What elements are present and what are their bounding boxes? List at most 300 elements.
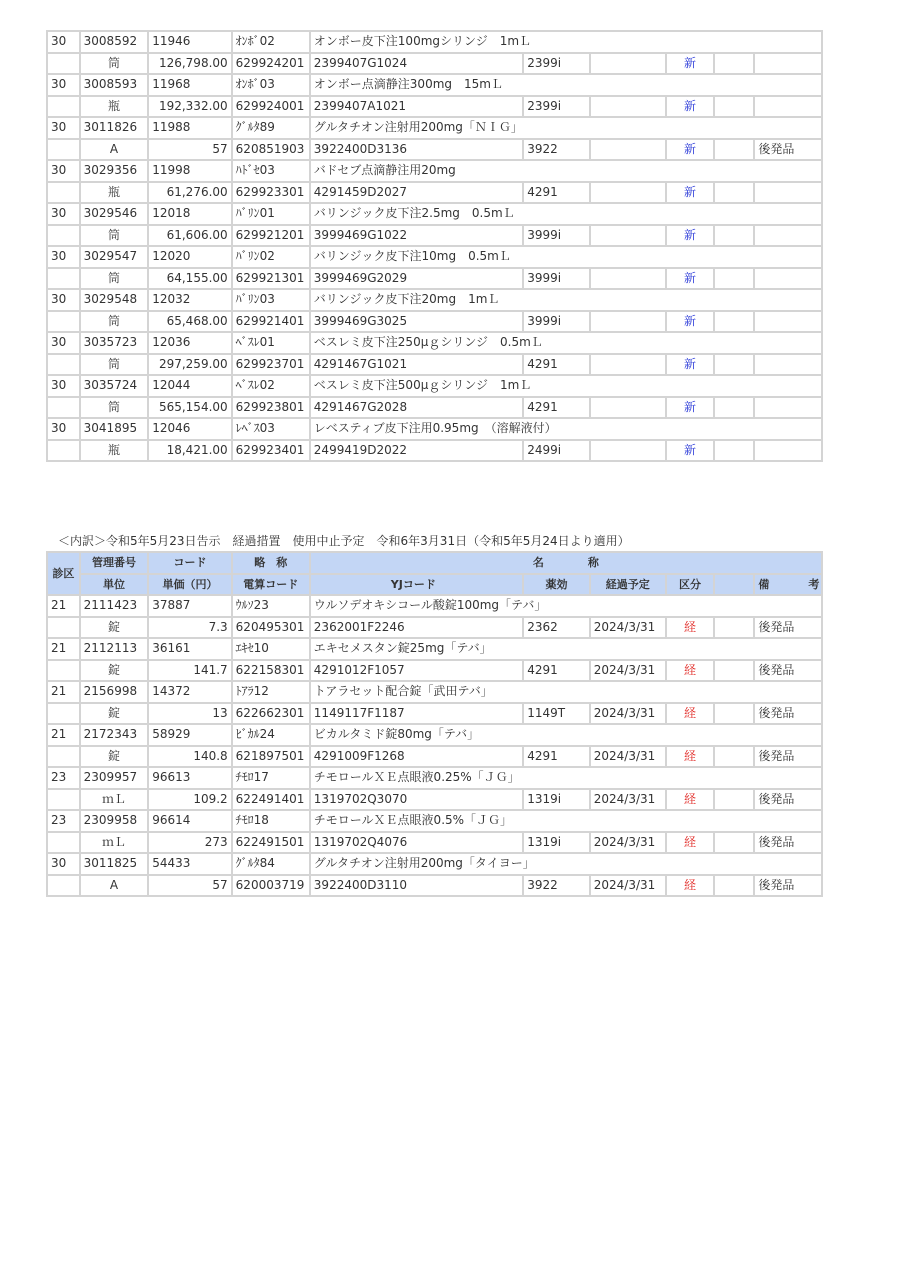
spacer-cell <box>48 618 79 638</box>
product-name-cell: ベスレミ皮下注250μｇシリンジ 0.5mＬ <box>311 333 821 353</box>
table-row <box>48 355 821 375</box>
table-row <box>48 833 821 853</box>
yj-code-cell: 2399407G1024 <box>311 54 522 74</box>
category-cell: 経 <box>667 790 714 810</box>
price-cell: 57 <box>149 140 230 160</box>
remarks-cell: 後発品 <box>755 833 821 853</box>
price-cell: 140.8 <box>149 747 230 767</box>
extra-cell <box>715 661 753 681</box>
abbreviation-cell: ﾚﾍﾞｽ03 <box>233 419 309 439</box>
price-cell: 297,259.00 <box>149 355 230 375</box>
abbreviation-cell: ｵﾝﾎﾞ03 <box>233 75 309 95</box>
header-tani: 単位 <box>81 575 148 595</box>
kanri-number-cell: 3029548 <box>81 290 148 310</box>
code-cell: 11968 <box>149 75 230 95</box>
shinku-cell: 21 <box>48 725 79 745</box>
spacer-cell <box>48 704 79 724</box>
price-cell: 109.2 <box>149 790 230 810</box>
yj-code-cell: 4291012F1057 <box>311 661 522 681</box>
schedule-cell: 2024/3/31 <box>591 833 665 853</box>
extra-cell <box>715 876 753 896</box>
code-cell: 12044 <box>149 376 230 396</box>
kanri-number-cell: 3008593 <box>81 75 148 95</box>
table-row <box>48 204 821 224</box>
table-row <box>48 747 821 767</box>
price-cell: 18,421.00 <box>149 441 230 461</box>
schedule-cell <box>591 355 665 375</box>
extra-cell <box>715 790 753 810</box>
kanri-number-cell: 3035724 <box>81 376 148 396</box>
category-cell: 新 <box>667 97 714 117</box>
category-cell: 経 <box>667 833 714 853</box>
unit-cell: 筒 <box>81 398 148 418</box>
header-kanri: 管理番号 <box>81 553 148 573</box>
schedule-cell <box>591 398 665 418</box>
header-code: コード <box>149 553 230 573</box>
shinku-cell: 30 <box>48 419 79 439</box>
unit-cell: 筒 <box>81 226 148 246</box>
price-cell: 273 <box>149 833 230 853</box>
price-cell: 57 <box>149 876 230 896</box>
abbreviation-cell: ｳﾙｿ23 <box>233 596 309 616</box>
unit-cell: 筒 <box>81 312 148 332</box>
code-cell: 11988 <box>149 118 230 138</box>
yj-code-cell: 3999469G1022 <box>311 226 522 246</box>
efficacy-cell: 2362 <box>524 618 588 638</box>
category-cell: 新 <box>667 355 714 375</box>
category-cell: 新 <box>667 54 714 74</box>
product-name-cell: グルタチオン注射用200mg「タイヨー」 <box>311 854 821 874</box>
kanri-number-cell: 2309957 <box>81 768 148 788</box>
schedule-cell <box>591 140 665 160</box>
schedule-cell: 2024/3/31 <box>591 661 665 681</box>
category-cell: 新 <box>667 269 714 289</box>
kanri-number-cell: 3041895 <box>81 419 148 439</box>
category-cell: 経 <box>667 661 714 681</box>
code-cell: 12046 <box>149 419 230 439</box>
table-row <box>48 704 821 724</box>
code-cell: 54433 <box>149 854 230 874</box>
product-name-cell: バリンジック皮下注10mg 0.5mＬ <box>311 247 821 267</box>
densan-code-cell: 622158301 <box>233 661 309 681</box>
table-row <box>48 140 821 160</box>
spacer-cell <box>48 876 79 896</box>
code-cell: 12018 <box>149 204 230 224</box>
spacer-cell <box>48 97 79 117</box>
table-row <box>48 854 821 874</box>
shinku-cell: 30 <box>48 290 79 310</box>
product-name-cell: オンボー点滴静注300mg 15mＬ <box>311 75 821 95</box>
product-name-cell: チモロールＸＥ点眼液0.25%「ＪＧ」 <box>311 768 821 788</box>
yj-code-cell: 4291467G2028 <box>311 398 522 418</box>
remarks-cell <box>755 226 821 246</box>
efficacy-cell: 2499i <box>524 441 588 461</box>
densan-code-cell: 629923401 <box>233 441 309 461</box>
category-cell: 新 <box>667 312 714 332</box>
schedule-cell: 2024/3/31 <box>591 704 665 724</box>
table-row <box>48 639 821 659</box>
remarks-cell <box>755 183 821 203</box>
shinku-cell: 30 <box>48 204 79 224</box>
header-blank <box>715 575 753 595</box>
spacer-cell <box>48 312 79 332</box>
header-shinku: 診区 <box>48 553 79 594</box>
extra-cell <box>715 704 753 724</box>
header-keika: 経過予定 <box>591 575 665 595</box>
header-kubun: 区分 <box>667 575 714 595</box>
kanri-number-cell: 2156998 <box>81 682 148 702</box>
abbreviation-cell: ﾊﾞﾘﾝ01 <box>233 204 309 224</box>
shinku-cell: 30 <box>48 854 79 874</box>
kanri-number-cell: 3035723 <box>81 333 148 353</box>
category-cell: 経 <box>667 704 714 724</box>
code-cell: 12036 <box>149 333 230 353</box>
spacer-cell <box>48 441 79 461</box>
code-cell: 12020 <box>149 247 230 267</box>
category-cell: 経 <box>667 876 714 896</box>
category-cell: 新 <box>667 398 714 418</box>
extra-cell <box>715 54 753 74</box>
extra-cell <box>715 398 753 418</box>
product-name-cell: ベスレミ皮下注500μｇシリンジ 1mＬ <box>311 376 821 396</box>
category-cell: 新 <box>667 140 714 160</box>
shinku-cell: 30 <box>48 161 79 181</box>
remarks-cell <box>755 269 821 289</box>
yj-code-cell: 4291467G1021 <box>311 355 522 375</box>
unit-cell: 瓶 <box>81 183 148 203</box>
product-name-cell: ウルソデオキシコール酸錠100mg「テバ」 <box>311 596 821 616</box>
extra-cell <box>715 269 753 289</box>
unit-cell: 筒 <box>81 269 148 289</box>
spacer-cell <box>48 269 79 289</box>
schedule-cell: 2024/3/31 <box>591 747 665 767</box>
extra-cell <box>715 312 753 332</box>
kanri-number-cell: 2309958 <box>81 811 148 831</box>
price-cell: 192,332.00 <box>149 97 230 117</box>
new-listing-body <box>48 32 821 460</box>
abbreviation-cell: ｸﾞﾙﾀ89 <box>233 118 309 138</box>
densan-code-cell: 622491401 <box>233 790 309 810</box>
densan-code-cell: 622491501 <box>233 833 309 853</box>
spacer-cell <box>48 54 79 74</box>
remarks-cell <box>755 97 821 117</box>
table-row <box>48 682 821 702</box>
category-cell: 新 <box>667 226 714 246</box>
remarks-cell: 後発品 <box>755 790 821 810</box>
unit-cell: A <box>81 140 148 160</box>
densan-code-cell: 620851903 <box>233 140 309 160</box>
table-row <box>48 226 821 246</box>
kanri-number-cell: 3029356 <box>81 161 148 181</box>
densan-code-cell: 621897501 <box>233 747 309 767</box>
yj-code-cell: 3922400D3110 <box>311 876 522 896</box>
price-cell: 64,155.00 <box>149 269 230 289</box>
code-cell: 58929 <box>149 725 230 745</box>
schedule-cell <box>591 269 665 289</box>
table-row <box>48 398 821 418</box>
unit-cell: 瓶 <box>81 441 148 461</box>
yj-code-cell: 1319702Q4076 <box>311 833 522 853</box>
shinku-cell: 30 <box>48 333 79 353</box>
abbreviation-cell: ﾁﾓﾛ18 <box>233 811 309 831</box>
extra-cell <box>715 140 753 160</box>
abbreviation-cell: ﾊﾞﾘﾝ03 <box>233 290 309 310</box>
unit-cell: A <box>81 876 148 896</box>
price-cell: 126,798.00 <box>149 54 230 74</box>
yj-code-cell: 2499419D2022 <box>311 441 522 461</box>
product-name-cell: ビカルタミド錠80mg「テバ」 <box>311 725 821 745</box>
spacer-cell <box>48 790 79 810</box>
table-header <box>48 553 834 594</box>
unit-cell: 錠 <box>81 704 148 724</box>
yj-code-cell: 2399407A1021 <box>311 97 522 117</box>
spacer-cell <box>48 226 79 246</box>
remarks-cell: 後発品 <box>755 661 821 681</box>
extra-cell <box>715 441 753 461</box>
spacer-cell <box>48 833 79 853</box>
price-cell: 141.7 <box>149 661 230 681</box>
abbreviation-cell: ﾍﾞｽﾚ02 <box>233 376 309 396</box>
schedule-cell: 2024/3/31 <box>591 790 665 810</box>
table-row <box>48 161 821 181</box>
yj-code-cell: 2362001F2246 <box>311 618 522 638</box>
price-cell: 13 <box>149 704 230 724</box>
shinku-cell: 21 <box>48 639 79 659</box>
shinku-cell: 23 <box>48 811 79 831</box>
code-cell: 96614 <box>149 811 230 831</box>
header-yj: YJコード <box>311 575 522 595</box>
abbreviation-cell: ﾄｱﾗ12 <box>233 682 309 702</box>
yj-code-cell: 3999469G2029 <box>311 269 522 289</box>
spacer-cell <box>48 355 79 375</box>
unit-cell: ｍＬ <box>81 833 148 853</box>
abbreviation-cell: ｸﾞﾙﾀ84 <box>233 854 309 874</box>
table-row <box>48 269 821 289</box>
code-cell: 37887 <box>149 596 230 616</box>
header-biko: 備 考 <box>755 575 821 595</box>
abbreviation-cell: ｵﾝﾎﾞ02 <box>233 32 309 52</box>
extra-cell <box>715 355 753 375</box>
kanri-number-cell: 3011825 <box>81 854 148 874</box>
table-row <box>48 876 821 896</box>
shinku-cell: 30 <box>48 32 79 52</box>
yj-code-cell: 1319702Q3070 <box>311 790 522 810</box>
header-densan: 電算コード <box>233 575 309 595</box>
product-name-cell: オンボー皮下注100mgシリンジ 1mＬ <box>311 32 821 52</box>
category-cell: 新 <box>667 183 714 203</box>
remarks-cell <box>755 54 821 74</box>
efficacy-cell: 4291 <box>524 398 588 418</box>
efficacy-cell: 1319i <box>524 833 588 853</box>
price-cell: 65,468.00 <box>149 312 230 332</box>
unit-cell: 錠 <box>81 747 148 767</box>
kanri-number-cell: 3029546 <box>81 204 148 224</box>
efficacy-cell: 4291 <box>524 661 588 681</box>
remarks-cell: 後発品 <box>755 704 821 724</box>
extra-cell <box>715 97 753 117</box>
densan-code-cell: 629921301 <box>233 269 309 289</box>
spacer-cell <box>48 140 79 160</box>
schedule-cell <box>591 97 665 117</box>
table-row <box>48 118 821 138</box>
spacer-cell <box>48 183 79 203</box>
header-yakko: 薬効 <box>524 575 588 595</box>
unit-cell: 錠 <box>81 661 148 681</box>
remarks-cell: 後発品 <box>755 747 821 767</box>
code-cell: 36161 <box>149 639 230 659</box>
shinku-cell: 30 <box>48 376 79 396</box>
code-cell: 11998 <box>149 161 230 181</box>
kanri-number-cell: 3008592 <box>81 32 148 52</box>
product-name-cell: トアラセット配合錠「武田テバ」 <box>311 682 821 702</box>
schedule-cell <box>591 183 665 203</box>
table-row <box>48 247 821 267</box>
remarks-cell <box>755 398 821 418</box>
abbreviation-cell: ﾊﾄﾞｾ03 <box>233 161 309 181</box>
yj-code-cell: 4291009F1268 <box>311 747 522 767</box>
shinku-cell: 30 <box>48 118 79 138</box>
category-cell: 経 <box>667 618 714 638</box>
table-row <box>48 596 821 616</box>
densan-code-cell: 629923301 <box>233 183 309 203</box>
remarks-cell <box>755 441 821 461</box>
efficacy-cell: 3922 <box>524 140 588 160</box>
table-row <box>48 768 821 788</box>
extra-cell <box>715 833 753 853</box>
remarks-cell: 後発品 <box>755 140 821 160</box>
kanri-number-cell: 2111423 <box>81 596 148 616</box>
schedule-cell: 2024/3/31 <box>591 876 665 896</box>
abbreviation-cell: ﾁﾓﾛ17 <box>233 768 309 788</box>
price-cell: 61,276.00 <box>149 183 230 203</box>
product-name-cell: チモロールＸＥ点眼液0.5%「ＪＧ」 <box>311 811 821 831</box>
efficacy-cell: 3999i <box>524 312 588 332</box>
table-row <box>48 419 821 439</box>
abbreviation-cell: ﾋﾞｶﾙ24 <box>233 725 309 745</box>
abbreviation-cell: ｴｷｾ10 <box>233 639 309 659</box>
densan-code-cell: 629923701 <box>233 355 309 375</box>
product-name-cell: レベスティブ皮下注用0.95mg （溶解液付） <box>311 419 821 439</box>
densan-code-cell: 620495301 <box>233 618 309 638</box>
densan-code-cell: 629921201 <box>233 226 309 246</box>
table-row <box>48 183 821 203</box>
schedule-cell <box>591 441 665 461</box>
unit-cell: 筒 <box>81 355 148 375</box>
product-name-cell: エキセメスタン錠25mg「テバ」 <box>311 639 821 659</box>
schedule-cell <box>591 226 665 246</box>
schedule-cell <box>591 54 665 74</box>
table-row <box>48 290 821 310</box>
unit-cell: 瓶 <box>81 97 148 117</box>
table-row <box>48 661 821 681</box>
table-row <box>48 441 821 461</box>
table-row <box>48 376 821 396</box>
densan-code-cell: 629921401 <box>233 312 309 332</box>
product-name-cell: バリンジック皮下注2.5mg 0.5mＬ <box>311 204 821 224</box>
table-row <box>48 725 821 745</box>
yj-code-cell: 3999469G3025 <box>311 312 522 332</box>
kanri-number-cell: 3029547 <box>81 247 148 267</box>
header-ryaku: 略 称 <box>233 553 309 573</box>
header-tanka: 単価（円） <box>149 575 230 595</box>
code-cell: 11946 <box>149 32 230 52</box>
product-name-cell: バリンジック皮下注20mg 1mＬ <box>311 290 821 310</box>
shinku-cell: 21 <box>48 596 79 616</box>
spacer-cell <box>48 661 79 681</box>
table-row <box>48 811 821 831</box>
category-cell: 経 <box>667 747 714 767</box>
table-row <box>48 54 821 74</box>
efficacy-cell: 2399i <box>524 54 588 74</box>
code-cell: 14372 <box>149 682 230 702</box>
unit-cell: ｍＬ <box>81 790 148 810</box>
efficacy-cell: 3999i <box>524 226 588 246</box>
shinku-cell: 30 <box>48 247 79 267</box>
densan-code-cell: 622662301 <box>233 704 309 724</box>
price-cell: 565,154.00 <box>149 398 230 418</box>
spacer-cell <box>48 398 79 418</box>
kanri-number-cell: 2172343 <box>81 725 148 745</box>
densan-code-cell: 620003719 <box>233 876 309 896</box>
table-row <box>48 333 821 353</box>
product-name-cell: バドセブ点滴静注用20mg <box>311 161 821 181</box>
efficacy-cell: 3999i <box>524 269 588 289</box>
code-cell: 12032 <box>149 290 230 310</box>
densan-code-cell: 629924201 <box>233 54 309 74</box>
price-cell: 61,606.00 <box>149 226 230 246</box>
efficacy-cell: 4291 <box>524 747 588 767</box>
abbreviation-cell: ﾍﾞｽﾚ01 <box>233 333 309 353</box>
efficacy-cell: 3922 <box>524 876 588 896</box>
yj-code-cell: 4291459D2027 <box>311 183 522 203</box>
efficacy-cell: 1319i <box>524 790 588 810</box>
efficacy-cell: 2399i <box>524 97 588 117</box>
unit-cell: 錠 <box>81 618 148 638</box>
new-listing-table <box>46 30 823 462</box>
efficacy-cell: 4291 <box>524 355 588 375</box>
table-row <box>48 75 821 95</box>
extra-cell <box>715 618 753 638</box>
extra-cell <box>715 183 753 203</box>
product-name-cell: グルタチオン注射用200mg「ＮＩＧ」 <box>311 118 821 138</box>
kanri-number-cell: 2112113 <box>81 639 148 659</box>
table-row <box>48 790 821 810</box>
remarks-cell <box>755 312 821 332</box>
table-row <box>48 618 821 638</box>
densan-code-cell: 629924001 <box>233 97 309 117</box>
spacer-cell <box>48 747 79 767</box>
price-cell: 7.3 <box>149 618 230 638</box>
transitional-measure-table <box>46 551 834 897</box>
remarks-cell: 後発品 <box>755 876 821 896</box>
schedule-cell: 2024/3/31 <box>591 618 665 638</box>
table-row <box>48 312 821 332</box>
extra-cell <box>715 226 753 246</box>
yj-code-cell: 1149117F1187 <box>311 704 522 724</box>
remarks-cell <box>755 355 821 375</box>
header-name: 名 称 <box>311 553 821 573</box>
shinku-cell: 23 <box>48 768 79 788</box>
transitional-measure-body <box>48 596 821 895</box>
schedule-cell <box>591 312 665 332</box>
shinku-cell: 30 <box>48 75 79 95</box>
shinku-cell: 21 <box>48 682 79 702</box>
efficacy-cell: 4291 <box>524 183 588 203</box>
extra-cell <box>715 747 753 767</box>
efficacy-cell: 1149T <box>524 704 588 724</box>
unit-cell: 筒 <box>81 54 148 74</box>
yj-code-cell: 3922400D3136 <box>311 140 522 160</box>
